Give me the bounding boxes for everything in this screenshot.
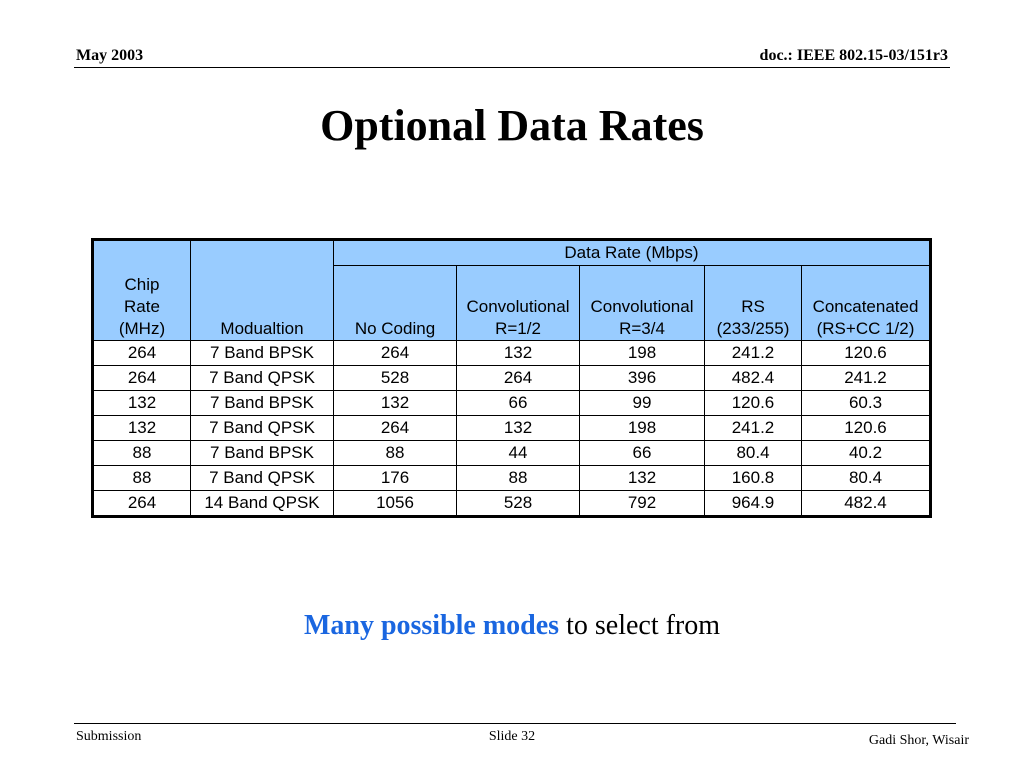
cell-no-coding: 132 xyxy=(334,391,457,416)
header-chip-line-2: Rate xyxy=(124,297,160,316)
table-body xyxy=(93,341,931,517)
cell-rs: 241.2 xyxy=(705,416,802,441)
header-chip-rate xyxy=(93,240,191,341)
cell-concatenated: 80.4 xyxy=(802,466,931,491)
cell-concatenated: 40.2 xyxy=(802,441,931,466)
cell-no-coding: 528 xyxy=(334,366,457,391)
footer-rule xyxy=(74,723,956,724)
cell-chip-rate: 264 xyxy=(93,341,191,366)
cell-rs: 964.9 xyxy=(705,491,802,517)
header-rs-line-2: (233/255) xyxy=(716,319,790,338)
cell-conv-3-4: 198 xyxy=(580,416,705,441)
cell-no-coding: 264 xyxy=(334,341,457,366)
header-doc-id: doc.: IEEE 802.15-03/151r3 xyxy=(759,47,948,64)
cell-chip-rate: 264 xyxy=(93,491,191,517)
cell-conv-3-4: 66 xyxy=(580,441,705,466)
table-row xyxy=(93,366,931,391)
table-row xyxy=(93,391,931,416)
header-chip-line-1: Chip xyxy=(124,275,160,294)
cell-no-coding: 1056 xyxy=(334,491,457,517)
cell-conv-1-2: 44 xyxy=(457,441,580,466)
header-date: May 2003 xyxy=(76,47,144,64)
cell-concatenated: 482.4 xyxy=(802,491,931,517)
header-concat-line-2: (RS+CC 1/2) xyxy=(816,319,915,338)
cell-rs: 80.4 xyxy=(705,441,802,466)
cell-modulation: 14 Band QPSK xyxy=(191,491,334,517)
cell-conv-1-2: 66 xyxy=(457,391,580,416)
header-concatenated xyxy=(802,266,931,341)
cell-conv-3-4: 792 xyxy=(580,491,705,517)
table-header-row-1 xyxy=(93,240,931,266)
table-row xyxy=(93,341,931,366)
header-rs xyxy=(705,266,802,341)
cell-modulation: 7 Band BPSK xyxy=(191,441,334,466)
header-chip-line-3: (MHz) xyxy=(118,319,166,338)
cell-modulation: 7 Band BPSK xyxy=(191,341,334,366)
table-row xyxy=(93,466,931,491)
cell-chip-rate: 132 xyxy=(93,391,191,416)
cell-conv-3-4: 198 xyxy=(580,341,705,366)
cell-modulation: 7 Band QPSK xyxy=(191,466,334,491)
cell-modulation: 7 Band QPSK xyxy=(191,416,334,441)
footer-submission: Submission xyxy=(76,729,142,744)
footer-author: Gadi Shor, Wisair xyxy=(868,733,969,748)
cell-conv-1-2: 264 xyxy=(457,366,580,391)
slide-title: Optional Data Rates xyxy=(320,101,704,150)
cell-no-coding: 176 xyxy=(334,466,457,491)
header-conv-3-4-line-2: R=3/4 xyxy=(619,319,665,338)
cell-chip-rate: 132 xyxy=(93,416,191,441)
header-conv-3-4-line-1: Convolutional xyxy=(590,297,694,316)
cell-chip-rate: 88 xyxy=(93,466,191,491)
header-conv-3-4 xyxy=(580,266,705,341)
cell-concatenated: 60.3 xyxy=(802,391,931,416)
cell-rs: 241.2 xyxy=(705,341,802,366)
cell-chip-rate: 264 xyxy=(93,366,191,391)
cell-chip-rate: 88 xyxy=(93,441,191,466)
cell-conv-3-4: 99 xyxy=(580,391,705,416)
cell-conv-3-4: 396 xyxy=(580,366,705,391)
cell-no-coding: 88 xyxy=(334,441,457,466)
data-rate-table xyxy=(91,238,932,518)
tagline-highlight: Many possible modes xyxy=(303,610,560,641)
table-row xyxy=(93,416,931,441)
cell-modulation: 7 Band BPSK xyxy=(191,391,334,416)
header-rule xyxy=(74,67,950,68)
cell-concatenated: 120.6 xyxy=(802,341,931,366)
footer-slide-number: Slide 32 xyxy=(488,729,536,744)
cell-no-coding: 264 xyxy=(334,416,457,441)
header-conv-1-2 xyxy=(457,266,580,341)
table-row xyxy=(93,441,931,466)
header-conv-1-2-line-1: Convolutional xyxy=(466,297,570,316)
cell-rs: 482.4 xyxy=(705,366,802,391)
header-modulation: Modualtion xyxy=(191,240,334,341)
header-no-coding: No Coding xyxy=(334,266,457,341)
cell-rs: 120.6 xyxy=(705,391,802,416)
cell-concatenated: 120.6 xyxy=(802,416,931,441)
cell-conv-3-4: 132 xyxy=(580,466,705,491)
tagline xyxy=(0,610,1024,642)
cell-conv-1-2: 528 xyxy=(457,491,580,517)
cell-conv-1-2: 132 xyxy=(457,341,580,366)
cell-modulation: 7 Band QPSK xyxy=(191,366,334,391)
header-conv-1-2-line-2: R=1/2 xyxy=(495,319,541,338)
header-rs-line-1: RS xyxy=(741,297,765,316)
header-data-rate-group: Data Rate (Mbps) xyxy=(334,240,931,266)
header-concat-line-1: Concatenated xyxy=(812,297,919,316)
tagline-rest: to select from xyxy=(559,610,721,641)
table-row xyxy=(93,491,931,517)
cell-conv-1-2: 88 xyxy=(457,466,580,491)
cell-rs: 160.8 xyxy=(705,466,802,491)
cell-conv-1-2: 132 xyxy=(457,416,580,441)
cell-concatenated: 241.2 xyxy=(802,366,931,391)
